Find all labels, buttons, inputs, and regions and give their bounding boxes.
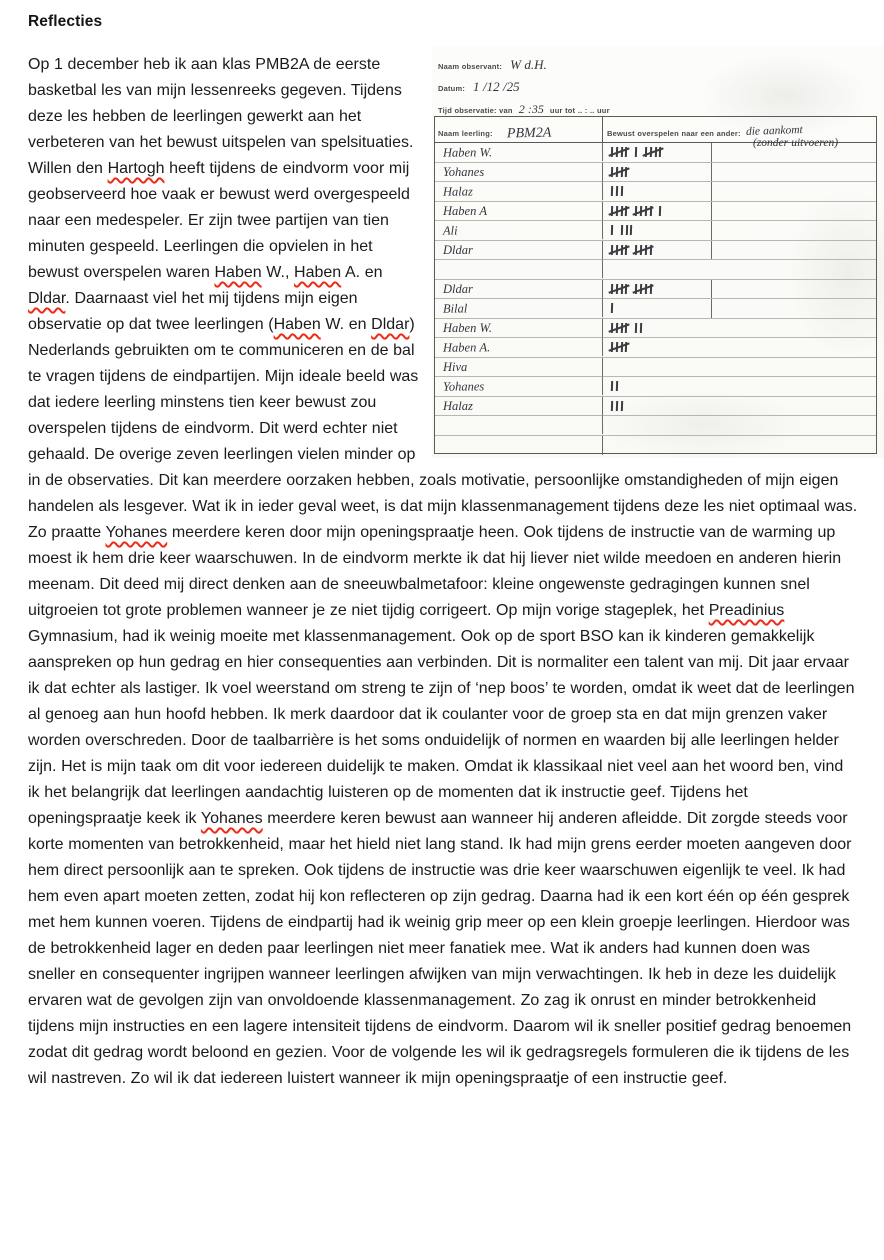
student-name: Ali [435,220,603,240]
tally-stroke [616,323,618,333]
tally-stroke [645,206,647,216]
tally-stroke [640,245,642,255]
empty-cell [711,436,876,456]
tally-stroke [625,167,627,177]
observer-handwritten-value: W d.H. [510,57,547,72]
text-segment: Gymnasium, had ik weinig moeite met klassenmanagement. Ook op de sport BSO kan ik kinderen gemakkelijk aanspreken op hun gedrag en hier consequenties aan verbinden. Dit is normaliter een talent van mij. Dit jaar ervaar ik dat echter als lastiger. Ik voel weerstand om streng te zijn of ‘nep boos’ te worden, omdat ik weet dat de leerlingen al genoeg aan hun hoofd hebben. Ik merk daardoor dat ik coulanter voor de groep sta en dat mijn grenzen vaker worden overschreden. Door de taalbarrière is het soms onduidelijk of normen en waarden bij alle leerlingen helder zijn. Het is mijn taak om dit voor iedereen duidelijk te maken. Omdat ik klassikaal niet veel aan het woord ben, vind ik het belangrijk dat leerlingen aandachtig luisteren op de momenten dat ik instructie geef. Tijdens het openingspraatje keek ik [28,628,855,827]
tally-cell [603,143,711,162]
tally-cell [603,436,711,456]
tally-stroke [645,147,647,157]
tally-cell [603,241,711,260]
student-name [435,436,603,456]
tally-group [611,303,613,313]
tally-cell [603,280,711,299]
tally-stroke [611,186,613,196]
student-name: Bilal [435,298,603,318]
student-name [435,415,603,435]
observation-table [434,116,877,454]
empty-cell [711,280,876,299]
misspelled-word: Haben [214,264,262,281]
table-row [435,319,876,339]
table-row [435,163,876,183]
student-name: Haben W. [435,142,603,162]
tally-stroke [635,284,637,294]
student-name: Halaz [435,181,603,201]
text-segment: ) Nederlands gebruikten om te communiceren en de bal te vragen tijdens de eindpartijen. Mijn ideale beeld was dat iedere leerling minstens tien keer bewust zou overspelen tijdens de eindvorm. Dit werd echter niet gehaald. De overige zeven leerlingen vielen minder op in de observaties. Dit kan meerdere oorzaken hebben, zoals motivatie, persoonlijke omstandigheden of mijn eigen handelen als lesgever. Wat ik in ieder geval weet, is dat mijn klassenmanagement tijdens deze les niet optimaal was. Zo praatte [28,316,858,541]
tally-stroke [616,167,618,177]
tally-stroke [620,284,622,294]
tally-stroke [645,245,647,255]
tally-stroke [659,206,661,216]
misspelled-word: Dldar [371,316,410,333]
col1-header-handwritten: PBM2A [506,125,552,142]
date-label: Datum: [438,84,466,93]
observation-form-image [432,46,884,458]
text-segment: W., [261,264,295,281]
tally-group [659,206,661,216]
tally-stroke [611,342,613,352]
student-name: Haben W. [435,319,603,338]
tally-cell [603,338,711,357]
tally-stroke [616,147,618,157]
tally-stroke [620,401,622,411]
tally-stroke [625,147,627,157]
empty-cell [711,241,876,260]
tally-group [611,147,627,157]
empty-cell [711,358,876,377]
table-row [435,280,876,300]
tally-cell [603,319,711,338]
misspelled-word: Yohanes [200,810,263,827]
tally-stroke [616,401,618,411]
table-row [435,260,876,280]
text-segment: meerdere keren door mijn openingspraatje heen. Ook tijdens de instructie van de warming up moest ik hem drie keer waarschuwen. In de eindvorm merkte ik dat hij liever niet wilde meedoen en anderen hierin meenam. Dit deed mij direct denken aan de sneeuwbalmetafoor: kleine ongewenste gedragingen kunnen snel uitgroeien tot grote problemen wanneer je ze niet tijdig corrigeert. Op mijn vorige stageplek, het [28,524,842,619]
table-row [435,338,876,358]
tally-stroke [616,381,618,391]
tally-stroke [625,225,627,235]
tally-stroke [616,245,618,255]
tally-cell [603,416,711,435]
header-cell-name [435,117,603,142]
tally-stroke [659,147,661,157]
tally-stroke [611,284,613,294]
empty-cell [711,299,876,318]
observation-table-header [435,117,876,149]
student-name: Yohanes [435,376,603,396]
tally-group [611,245,627,255]
page-title: Reflecties [28,13,103,30]
tally-stroke [649,206,651,216]
tally-group [645,147,661,157]
empty-cell [711,397,876,416]
tally-cell [603,397,711,416]
tally-stroke [611,245,613,255]
tally-stroke [620,206,622,216]
empty-cell [711,260,876,279]
student-name: Dldar [435,241,603,260]
tally-stroke [611,401,613,411]
tally-group [611,284,627,294]
student-name: Yohanes [435,163,603,182]
tally-cell [603,202,711,221]
tally-stroke [625,323,627,333]
empty-cell [711,182,876,201]
tally-group [635,147,637,157]
text-segment: meerdere keren bewust aan wanneer hij anderen afleidde. Dit zorgde steeds voor korte momenten van betrokkenheid, maar het hield niet lang stand. Ik had mijn grens eerder moeten aangeven door hem direct persoonlijk aan te spreken. Ook tijdens de instructie was drie keer waarschuwen eigenlijk te veel. Ik had hem even apart moeten zetten, zodat hij kon reflecteren op zijn gedrag. Daarna had ik een kort één op één gesprek met hem kunnen voeren. Tijdens de eindpartij had ik weinig grip meer op een klein groepje leerlingen. Hierdoor was de betrokkenheid lager en deden paar leerlingen niet meer fanatiek mee. Wat ik anders had kunnen doen was sneller en consequenter ingrijpen wanneer leerlingen afwijken van mijn verwachtingen. Ik heb in deze les duidelijk ervaren wat de gevolgen zijn van onvoldoende klassenmanagement. Zo zag ik onrust en minder betrokkenheid tijdens mijn instructies en een lagere intensiteit tijdens de eindvorm. Daarom wil ik sneller positief gedrag benoemen zodat dit gedrag wordt beloond en gezien. Voor de volgende les wil ik gedragsregels formuleren die ik tijdens de les wil nastreven. Zo wil ik dat iedereen luistert wanneer ik mijn openingspraatje of een instructie geef. [28,810,852,1087]
table-row [435,241,876,261]
tally-stroke [621,225,623,235]
tally-stroke [649,284,651,294]
tally-group [611,401,622,411]
col2-header-handwritten-line2: (zonder uitvoeren) [753,137,839,149]
col2-header-handwritten-line1: die aankomt [745,124,803,138]
student-name: Haben A. [435,337,603,357]
tally-group [635,323,642,333]
date-handwritten-value: 1 /12 /25 [473,79,520,94]
tally-cell [603,358,711,377]
tally-stroke [616,186,618,196]
col1-header-label: Naam leerling: [438,129,493,138]
tally-stroke [625,342,627,352]
empty-cell [711,377,876,396]
tally-stroke [616,342,618,352]
misspelled-word: Preadinius [708,602,785,619]
tally-stroke [640,206,642,216]
tally-cell [603,299,711,318]
tally-group [635,206,651,216]
tally-stroke [611,147,613,157]
table-row [435,182,876,202]
header-cell-tally [603,117,876,149]
tally-stroke [640,284,642,294]
misspelled-word: Haben [294,264,342,281]
misspelled-word: Haben [273,316,321,333]
tally-stroke [635,206,637,216]
tally-stroke [620,147,622,157]
tally-group [611,206,627,216]
empty-cell [711,416,876,435]
time-handwritten-value: 2 :35 [518,102,544,116]
tally-group [611,323,627,333]
tally-stroke [625,284,627,294]
student-name: Haben A [435,202,603,221]
tally-stroke [620,323,622,333]
text-segment: heeft tijdens de eindvorm voor mij geobserveerd hoe vaak er bewust werd overgespeeld naar een medespeler. Er zijn twee partijen van tien minuten gespeeld. Leerlingen die opvielen in het bewust overspelen waren [28,160,410,281]
tally-stroke [625,245,627,255]
tally-stroke [611,381,613,391]
tally-stroke [625,206,627,216]
table-row [435,221,876,241]
tally-stroke [635,323,637,333]
tally-cell [603,260,711,279]
tally-stroke [616,206,618,216]
tally-cell [603,221,711,240]
table-row [435,416,876,436]
tally-group [611,186,622,196]
tally-stroke [635,147,637,157]
tally-cell [603,163,711,182]
tally-stroke [654,147,656,157]
time-label-before: Tijd observatie: van [438,106,513,115]
tally-group [635,245,651,255]
text-segment: Op 1 december heb ik aan klas PMB2A de eerste basketbal les van mijn lessenreeks gegeven. Tijdens deze les hebben de leerlingen gewerkt aan het verbeteren van het bewust uitspelen van spelsituaties. Willen den [28,56,414,177]
tally-stroke [640,323,642,333]
tally-stroke [620,245,622,255]
tally-group [611,342,627,352]
tally-stroke [635,245,637,255]
tally-stroke [650,147,652,157]
tally-stroke [620,167,622,177]
observation-table-body [435,143,876,455]
article [28,52,858,1092]
table-row [435,358,876,378]
empty-cell [711,338,876,357]
empty-cell [711,221,876,240]
tally-group [611,167,627,177]
text-segment: . Daarnaast viel het mij tijdens mijn eigen observatie op dat twee leerlingen ( [28,290,358,333]
tally-stroke [611,167,613,177]
student-name [435,259,603,279]
student-name: Dldar [435,280,603,299]
tally-stroke [611,303,613,313]
observer-label: Naam observant: [438,62,503,71]
tally-group [611,225,613,235]
tally-group [635,284,651,294]
tally-stroke [611,323,613,333]
tally-stroke [645,284,647,294]
misspelled-word: Yohanes [105,524,168,541]
misspelled-word: Hartogh [107,160,165,177]
tally-group [611,381,618,391]
text-segment: W. en [320,316,372,333]
text-segment: A. en [341,264,383,281]
tally-stroke [649,245,651,255]
student-name: Hiva [435,358,603,377]
table-row [435,397,876,417]
tally-stroke [611,206,613,216]
time-label-after: uur tot .. : .. uur [549,106,610,115]
tally-stroke [620,342,622,352]
tally-cell [603,182,711,201]
tally-stroke [616,284,618,294]
tally-group [621,225,632,235]
empty-cell [711,163,876,182]
table-row [435,202,876,222]
empty-cell [711,202,876,221]
student-name: Halaz [435,397,603,416]
empty-cell [711,319,876,338]
table-row [435,436,876,456]
table-row [435,377,876,397]
table-row [435,299,876,319]
col2-header-label: Bewust overspelen naar een ander: [607,129,741,138]
tally-stroke [630,225,632,235]
tally-cell [603,377,711,396]
tally-stroke [611,225,613,235]
misspelled-word: Dldar [28,290,66,307]
tally-stroke [620,186,622,196]
